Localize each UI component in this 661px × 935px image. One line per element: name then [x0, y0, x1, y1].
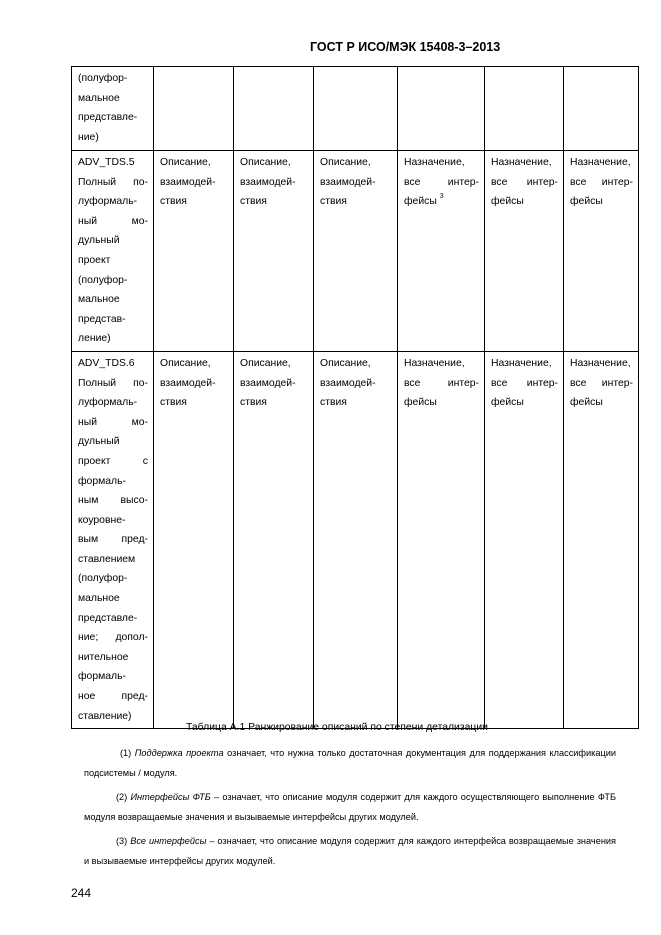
description-cell — [485, 67, 564, 151]
cell-line: (полуфор- — [78, 573, 128, 585]
cell-line: проект — [78, 254, 111, 266]
notes-section — [84, 743, 616, 875]
requirement-cell — [72, 151, 154, 352]
note-term: Поддержка проекта — [134, 748, 224, 758]
cell-line: фейсы — [491, 196, 524, 208]
cell-line: Описание, — [160, 357, 211, 369]
cell-line: луформаль- — [78, 196, 138, 208]
cell-line: ный мо- — [78, 416, 148, 428]
cell-line: Назначение, — [570, 357, 631, 369]
description-cell — [234, 151, 314, 352]
note-1 — [84, 743, 616, 783]
cell-line: представле- — [78, 112, 138, 124]
cell-line: ние) — [78, 131, 99, 143]
note-text: – означает, что описание модуля содержит для каждого интерфейса возвращаемые значения и вызываемые интерфейсы других модулей. — [84, 836, 616, 866]
cell-line: ствия — [240, 397, 267, 409]
cell-line: формаль- — [78, 671, 126, 683]
cell-line: все интер- — [491, 377, 558, 389]
description-cell — [485, 151, 564, 352]
cell-line: представ- — [78, 313, 126, 325]
cell-line: ние; допол- — [78, 632, 148, 644]
table-row — [72, 151, 639, 352]
cell-line: взаимодей- — [320, 377, 376, 389]
cell-line: мальное — [78, 593, 120, 605]
cell-line: (полуфор- — [78, 274, 128, 286]
cell-line: Описание, — [320, 357, 371, 369]
description-cell — [154, 67, 234, 151]
cell-line: дульный — [78, 436, 120, 448]
cell-line: мальное — [78, 294, 120, 306]
cell-line: ствия — [240, 196, 267, 208]
page-number: 244 — [71, 886, 92, 900]
note-text: означает, что нужна только достаточная документация для поддержания классификации подсистемы / модуля. — [84, 748, 616, 778]
description-cell — [485, 351, 564, 728]
cell-line: ствия — [320, 196, 347, 208]
cell-line: дульный — [78, 235, 120, 247]
note-2 — [84, 787, 616, 827]
cell-line: взаимодей- — [240, 176, 296, 188]
cell-line: взаимодей- — [160, 176, 216, 188]
cell-line: все интер- — [570, 176, 633, 188]
description-cell — [314, 351, 398, 728]
cell-line: ADV_TDS.6 — [78, 357, 135, 369]
cell-line: ствия — [160, 397, 187, 409]
cell-line: фейсы — [404, 397, 437, 409]
cell-line: мальное — [78, 92, 120, 104]
cell-line: Назначение, — [404, 157, 465, 168]
requirement-cell — [72, 351, 154, 728]
description-cell — [154, 151, 234, 352]
cell-line: все интер- — [491, 176, 558, 188]
description-cell — [398, 151, 485, 352]
detail-ranking-table — [71, 66, 639, 729]
table-row — [72, 67, 639, 151]
description-cell — [314, 67, 398, 151]
cell-line: фейсы — [570, 196, 603, 208]
description-cell — [154, 351, 234, 728]
cell-line: коуровне- — [78, 514, 126, 526]
cell-line: Назначение, — [491, 357, 552, 369]
cell-line: Полный по- — [78, 377, 148, 389]
cell-line: Описание, — [160, 157, 211, 168]
description-cell — [234, 67, 314, 151]
cell-line: (полуфор- — [78, 73, 128, 84]
cell-line: Полный по- — [78, 176, 148, 188]
note-number: (3) — [116, 836, 128, 846]
cell-line: ствия — [160, 196, 187, 208]
cell-line: все интер- — [570, 377, 633, 389]
cell-line: ствия — [320, 397, 347, 409]
description-cell — [564, 351, 639, 728]
cell-line: фейсы — [570, 397, 603, 409]
cell-line: Назначение, — [404, 357, 465, 369]
cell-line: нительное — [78, 651, 129, 663]
cell-line: Описание, — [240, 357, 291, 369]
cell-line: проект с — [78, 455, 148, 467]
cell-line: Описание, — [320, 157, 371, 168]
cell-line: фейсы — [404, 196, 437, 208]
description-cell — [398, 351, 485, 728]
document-title: ГОСТ Р ИСО/МЭК 15408-3–2013 — [310, 40, 501, 54]
cell-line: взаимодей- — [320, 176, 376, 188]
cell-line: Назначение, — [570, 157, 631, 168]
cell-line: Назначение, — [491, 157, 552, 168]
cell-line: взаимодей- — [240, 377, 296, 389]
footnote-mark: 3 — [439, 193, 444, 201]
table-caption: Таблица А.1 Ранжирование описаний по степени детализации — [186, 722, 488, 733]
cell-line: все интер- — [404, 377, 479, 389]
cell-line: ставлением — [78, 553, 136, 565]
cell-line: ным высо- — [78, 495, 148, 507]
note-3 — [84, 831, 616, 871]
note-term: Все интерфейсы — [130, 836, 207, 846]
note-number: (2) — [116, 792, 128, 802]
cell-line: луформаль- — [78, 397, 138, 409]
cell-line: ный мо- — [78, 215, 148, 227]
note-text: – означает, что описание модуля содержит для каждого осуществляющего выполнение ФТБ модуля возвращаемые значения и вызываемые интерфейсы других модулей. — [84, 792, 616, 822]
table-row — [72, 351, 639, 728]
cell-line: все интер- — [404, 176, 479, 188]
requirement-cell — [72, 67, 154, 151]
cell-line: представле- — [78, 612, 138, 624]
cell-line: ADV_TDS.5 — [78, 157, 135, 168]
description-cell — [398, 67, 485, 151]
cell-line: взаимодей- — [160, 377, 216, 389]
description-cell — [234, 351, 314, 728]
cell-line: вым пред- — [78, 534, 148, 546]
cell-line: ление) — [78, 333, 111, 345]
description-cell — [564, 67, 639, 151]
cell-line: фейсы — [491, 397, 524, 409]
note-term: Интерфейсы ФТБ — [130, 792, 211, 802]
note-number: (1) — [120, 748, 132, 758]
cell-line: ставление) — [78, 710, 132, 722]
cell-line: формаль- — [78, 475, 126, 487]
description-cell — [314, 151, 398, 352]
description-cell — [564, 151, 639, 352]
cell-line: Описание, — [240, 157, 291, 168]
cell-line: ное пред- — [78, 691, 148, 703]
